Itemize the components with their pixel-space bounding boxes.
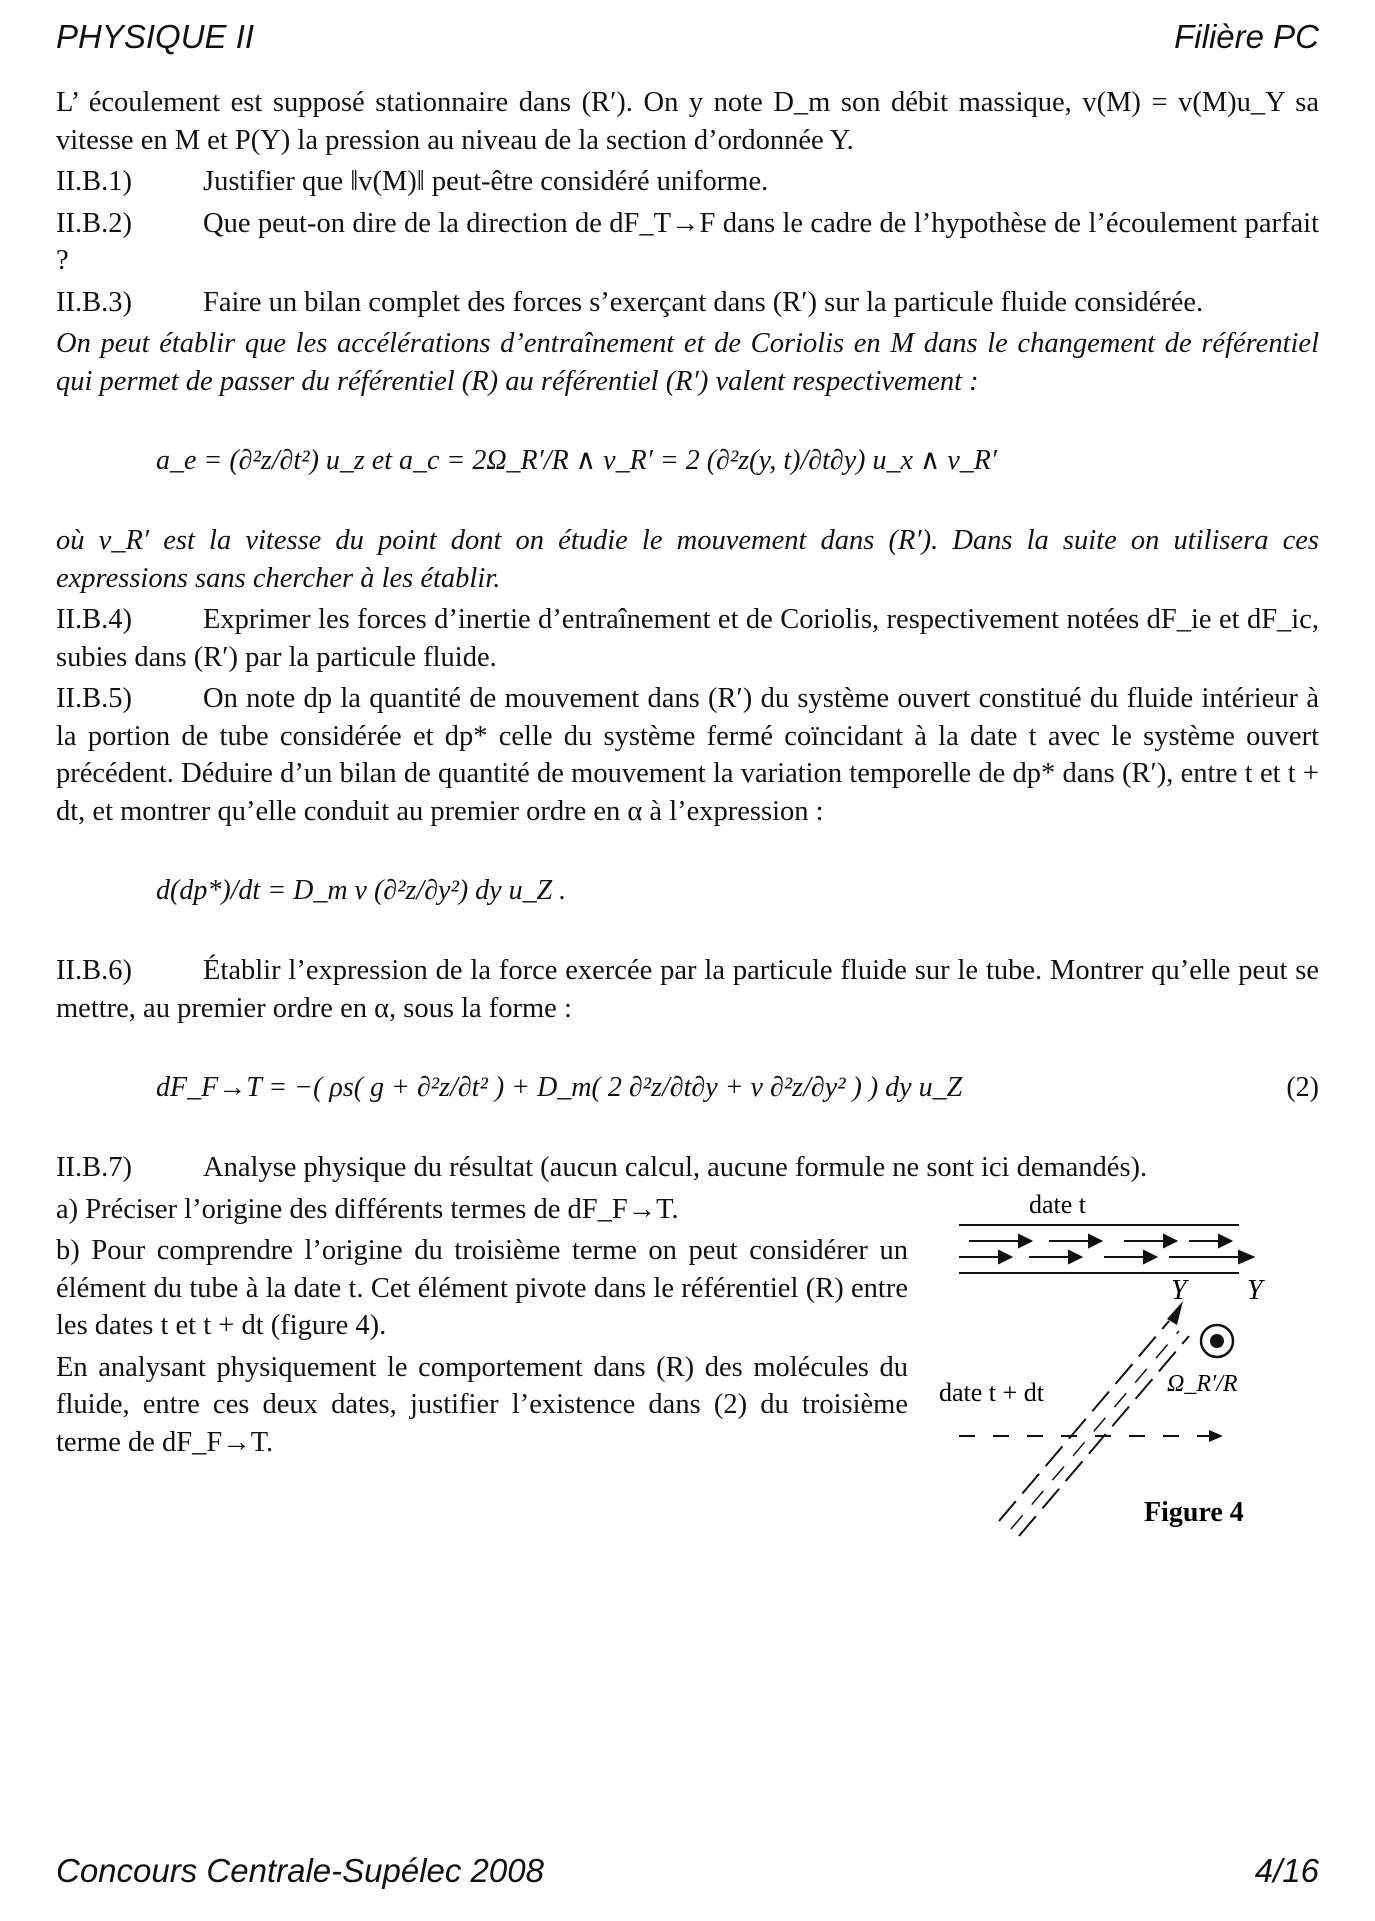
question-II-B-3 (56, 284, 1319, 322)
italic-statement-vR: où v_R′ est la vitesse du point dont on étudie le mouvement dans (R′). Dans la suite on utilisera ces expressions sans chercher à les établir. (56, 525, 1319, 594)
page-footer (56, 1852, 1319, 1890)
final-questions (56, 1191, 908, 1562)
question-II-B-1 (56, 163, 1319, 201)
question-II-B-6 (56, 952, 1319, 1027)
footer-contest: Concours Centrale-Supélec 2008 (56, 1852, 544, 1889)
question-number: II.B.5) (56, 683, 132, 714)
question-number: II.B.3) (56, 286, 132, 318)
question-a: a) Préciser l’origine des différents termes de dF_F→T. (56, 1193, 679, 1225)
question-number: II.B.4) (56, 604, 132, 635)
question-II-B-4 (56, 601, 1319, 676)
equation-force-2 (156, 1043, 1319, 1133)
question-number: II.B.7) (56, 1152, 132, 1183)
header-subject: PHYSIQUE II (56, 18, 255, 55)
question-text: Justifier que ‖v(M)‖ peut-être considéré uniforme. (203, 166, 769, 197)
italic-statement-accelerations: On peut établir que les accélérations d’entraînement et de Coriolis en M dans le changement de référentiel qui permet de passer du référentiel (R) au référentiel (R′) valent respectivement : (56, 328, 1319, 397)
question-text: Faire un bilan complet des forces s’exerçant dans (R′) sur la particule fluide considérée. (203, 286, 1204, 318)
question-c: En analysant physiquement le comportement dans (R) des molécules du fluide, entre ces deux dates, justifier l’existence dans (2) du troisième terme de dF_F→T. (56, 1351, 908, 1458)
label-date-t: date t (1029, 1190, 1087, 1219)
question-text: Que peut-on dire de la direction de dF_T→F dans le cadre de l’hypothèse de l’écoulement parfait ? (56, 207, 1319, 276)
header-track: Filière PC (1174, 18, 1319, 55)
equation-accelerations: a_e = (∂²z/∂t²) u_z et a_c = 2Ω_R′/R ∧ v_R′ = 2 (∂²z(y, t)/∂t∂y) u_x ∧ v_R′ (156, 445, 998, 476)
equation-number: (2) (1286, 1072, 1319, 1103)
axis-label-Y-top: Y (1247, 1274, 1263, 1306)
question-number: II.B.6) (56, 955, 132, 986)
figure-4-diagram (939, 1191, 1319, 1551)
equation-force-body: dF_F→T = −( ρs( g + ∂²z/∂t² ) + D_m( 2 ∂²z/∂t∂y + v ∂²z/∂y² ) ) dy u_Z (156, 1072, 963, 1103)
flow-arrows (959, 1235, 1253, 1263)
question-text: Exprimer les forces d’inertie d’entraînement et de Coriolis, respectivement notées dF_ie et dF_ic, subies dans (R′) par la particule fluide. (56, 604, 1319, 673)
question-number: II.B.1) (56, 166, 132, 197)
tube-tilted-wall-left (999, 1321, 1169, 1521)
question-II-B-7 (56, 1149, 1319, 1187)
figure-caption: Figure 4 (1144, 1496, 1244, 1528)
reference-axis-arrowhead (1209, 1430, 1223, 1442)
axis-label-Y-tilted: Y (1171, 1274, 1187, 1306)
omega-vector-dot (1210, 1334, 1224, 1348)
question-II-B-5 (56, 680, 1319, 830)
label-omega: Ω_R′/R (1167, 1370, 1238, 1397)
question-text: Établir l’expression de la force exercée par la particule fluide sur le tube. Montrer qu’elle peut se mettre, au premier ordre en α, sous la forme : (56, 955, 1319, 1024)
figure-4 (939, 1191, 1319, 1562)
question-II-B-2 (56, 205, 1319, 280)
footer-page-number: 4/16 (1254, 1852, 1319, 1889)
equation-momentum: d(dp*)/dt = D_m v (∂²z/∂y²) dy u_Z . (156, 875, 567, 906)
intro-paragraph: L’ écoulement est supposé stationnaire dans (R′). On y note D_m son débit massique, v(M) = v(M)u_Y sa vitesse en M et P(Y) la pression au niveau de la section d’ordonnée Y. (56, 87, 1319, 156)
page-body (56, 84, 1319, 1561)
question-number: II.B.2) (56, 207, 132, 239)
question-b: b) Pour comprendre l’origine du troisième terme on peut considérer un élément du tube à la date t. Cet élément pivote dans le référentiel (R) entre les dates t et t + dt (figure 4). (56, 1235, 908, 1341)
final-section (56, 1191, 1319, 1562)
question-text: Analyse physique du résultat (aucun calcul, aucune formule ne sont ici demandés). (203, 1152, 1148, 1183)
page-header (56, 18, 1319, 56)
label-date-t-dt: date t + dt (939, 1377, 1044, 1407)
question-text: On note dp la quantité de mouvement dans (R′) du système ouvert constitué du fluide intérieur à la portion de tube considérée et dp* celle du système fermé coïncidant à la date t avec le système ouvert précédent. Déduire d’un bilan de quantité de mouvement la variation temporelle de dp* dans (R′), entre t et t + dt, et montrer qu’elle conduit au premier ordre en α à l’expression : (56, 683, 1319, 827)
